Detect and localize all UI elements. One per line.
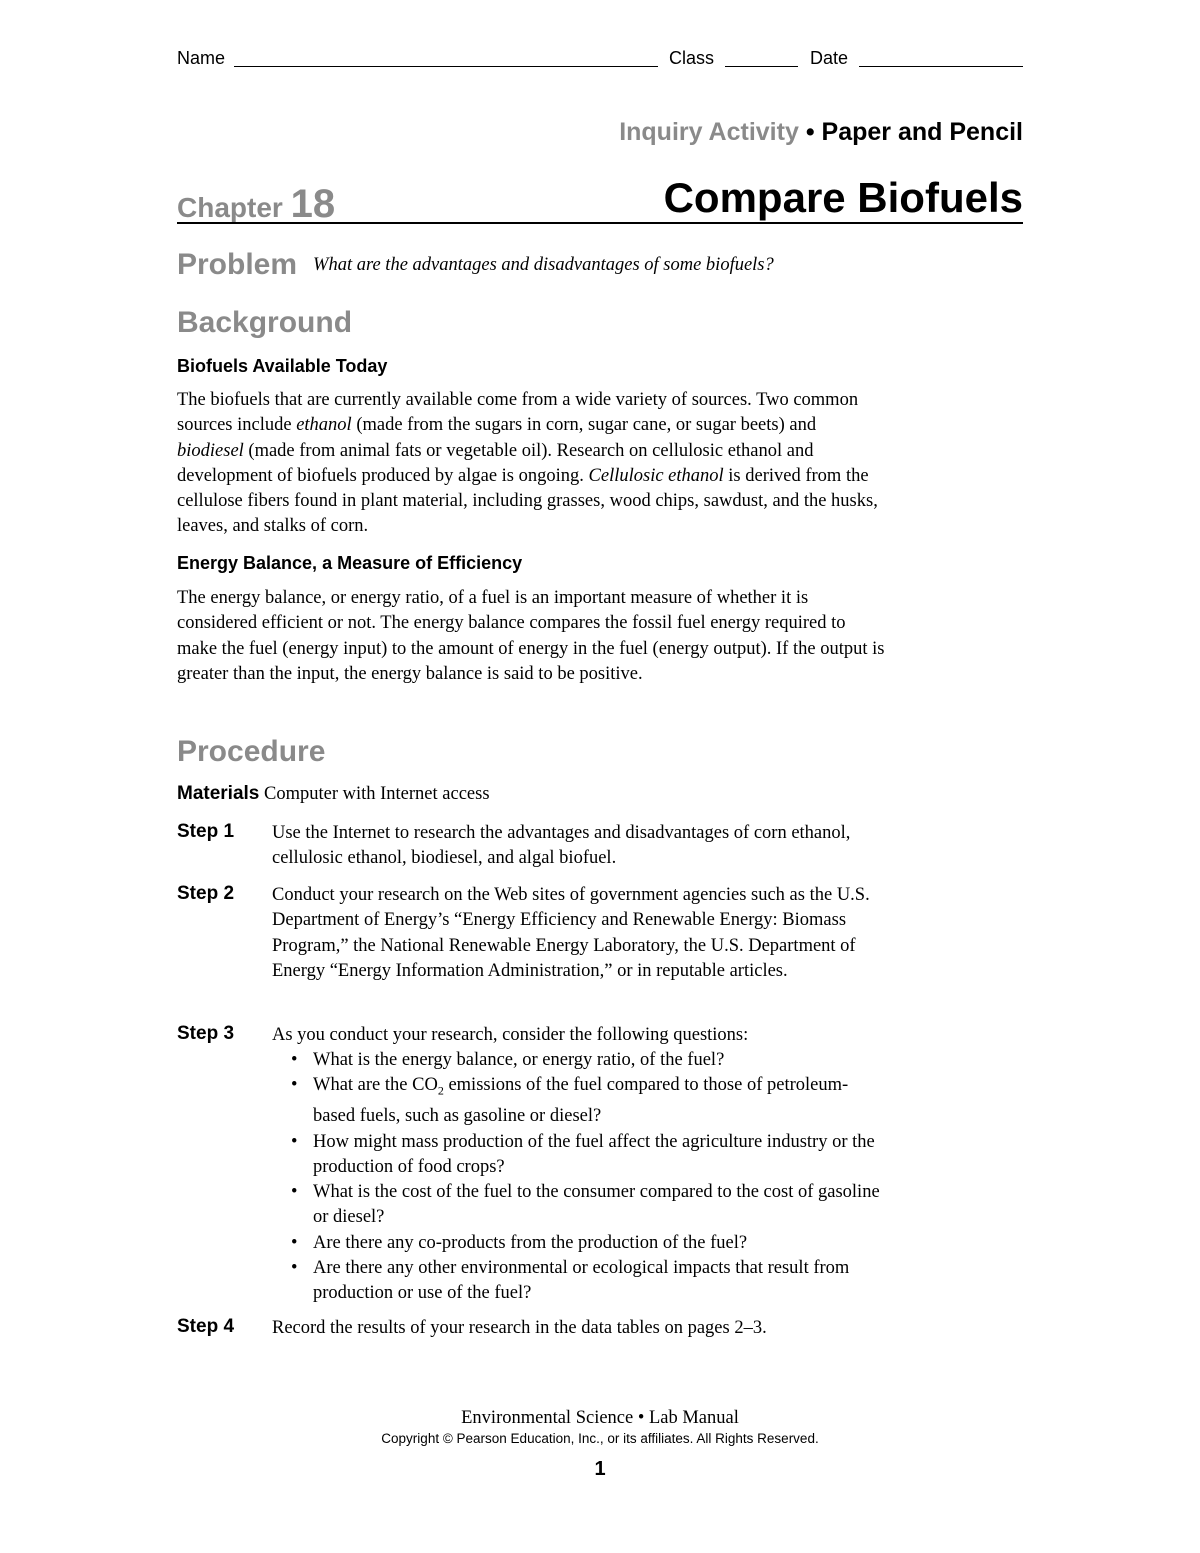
copyright-notice: Copyright © Pearson Education, Inc., or its affiliates. All Rights Reserved. (381, 1431, 819, 1446)
bullet-icon: • (291, 1258, 298, 1279)
bullet-icon: • (291, 1050, 298, 1070)
question-text: How might mass production of the fuel affect the agriculture industry or the production of food crops? (313, 1131, 875, 1177)
question-text: What is the cost of the fuel to the consumer compared to the cost of gasoline or diesel? (313, 1182, 880, 1228)
list-item (287, 1256, 887, 1307)
term-biodiesel: biodiesel (177, 440, 244, 461)
chapter-word: Chapter (177, 192, 283, 223)
term-cellulosic-ethanol: Cellulosic ethanol (588, 465, 724, 486)
materials-label: Materials (177, 783, 260, 804)
date-field[interactable] (859, 66, 1023, 67)
name-label: Name (177, 48, 226, 68)
footer-book-line (0, 1408, 1200, 1429)
footer-separator: • (637, 1408, 645, 1428)
materials-text: Computer with Internet access (264, 784, 490, 804)
energy-balance-heading: Energy Balance, a Measure of Efficiency (177, 553, 523, 573)
list-item (287, 1231, 887, 1256)
problem-question: What are the advantages and disadvantages of some biofuels? (313, 255, 774, 275)
chapter-header (177, 172, 1023, 226)
procedure-heading: Procedure (177, 735, 326, 768)
subscript: 2 (437, 1083, 444, 1098)
step-label: Step 4 (177, 1316, 235, 1337)
energy-balance-text: The energy balance, or energy ratio, of a fuel is an important measure of whether it is considered efficient or not. The energy balance compares the fossil fuel energy required to make the fuel (energy input) to the amount of energy in the fuel (energy output). If the output is greater than the input, the energy balance is said to be positive. (177, 588, 885, 684)
bullet-icon: • (291, 1131, 298, 1152)
text-segment: is derived from the cellulose fibers found in plant material, including grasses, wood chips, sawdust, and the husks, leaves, and stalks of corn. (177, 465, 878, 537)
research-questions-list (287, 1048, 887, 1307)
question-text: Are there any other environmental or ecological impacts that result from production or use of the fuel? (313, 1258, 850, 1304)
name-field[interactable] (234, 66, 658, 67)
biofuels-available-text (177, 388, 887, 540)
question-text: Are there any co-products from the production of the fuel? (313, 1232, 748, 1253)
step-text: Conduct your research on the Web sites of government agencies such as the U.S. Department of Energy’s “Energy Efficiency and Renewable Energy: Biomass Program,” the National Renewable Energy Laboratory, the U.S. Department of Energy “Energy Information Administration,” or in reputable articles. (272, 885, 870, 981)
question-text: emissions of the fuel compared to those of petroleum-based fuels, such as gasoline or diesel? (313, 1075, 849, 1127)
question-text: What are the CO (313, 1075, 438, 1096)
list-item (287, 1180, 887, 1231)
step-text: Use the Internet to research the advantages and disadvantages of corn ethanol, cellulosic ethanol, biodiesel, and algal biofuel. (272, 823, 851, 869)
biofuels-available-heading: Biofuels Available Today (177, 356, 388, 376)
step-3 (177, 1023, 897, 1304)
activity-type (619, 118, 1023, 147)
page-title: Compare Biofuels (663, 174, 1023, 221)
step-label: Step 2 (177, 883, 235, 904)
text-segment: The biofuels that are currently available come from a wide variety of sources. Two common sources include (177, 390, 859, 436)
step-text: As you conduct your research, consider the following questions: (272, 1025, 749, 1045)
bullet-icon: • (291, 1182, 298, 1203)
text-segment: (made from animal fats or vegetable oil). Research on cellulosic ethanol and development of biofuels produced by algae is ongoing. (177, 440, 814, 486)
problem-heading: Problem (177, 248, 298, 281)
student-info-line (177, 46, 1023, 72)
list-item (287, 1130, 887, 1181)
activity-mode: Paper and Pencil (821, 118, 1023, 146)
activity-type-label: Inquiry Activity (619, 118, 799, 146)
step-label: Step 1 (177, 821, 235, 842)
page-footer (0, 1408, 1200, 1446)
page-number: 1 (594, 1458, 606, 1480)
problem-section (177, 248, 1023, 282)
book-title: Environmental Science (461, 1408, 634, 1428)
term-ethanol: ethanol (296, 415, 352, 436)
activity-separator: • (805, 118, 815, 146)
book-section: Lab Manual (648, 1408, 739, 1428)
list-item (287, 1048, 887, 1073)
bullet-icon: • (291, 1075, 298, 1096)
background-heading: Background (177, 306, 353, 339)
list-item (287, 1073, 887, 1129)
bullet-icon: • (291, 1232, 298, 1253)
materials-row (177, 783, 490, 805)
title-divider (177, 222, 1023, 224)
class-label: Class (669, 48, 715, 68)
step-text: Record the results of your research in the data tables on pages 2–3. (272, 1318, 767, 1338)
step-label: Step 3 (177, 1023, 235, 1044)
text-segment: (made from the sugars in corn, sugar cane, or sugar beets) and (351, 415, 817, 436)
chapter-number: 18 (290, 182, 336, 226)
chapter-label (177, 182, 335, 227)
question-text: What is the energy balance, or energy ratio, of the fuel? (313, 1050, 725, 1070)
date-label: Date (810, 48, 849, 68)
class-field[interactable] (725, 66, 798, 67)
